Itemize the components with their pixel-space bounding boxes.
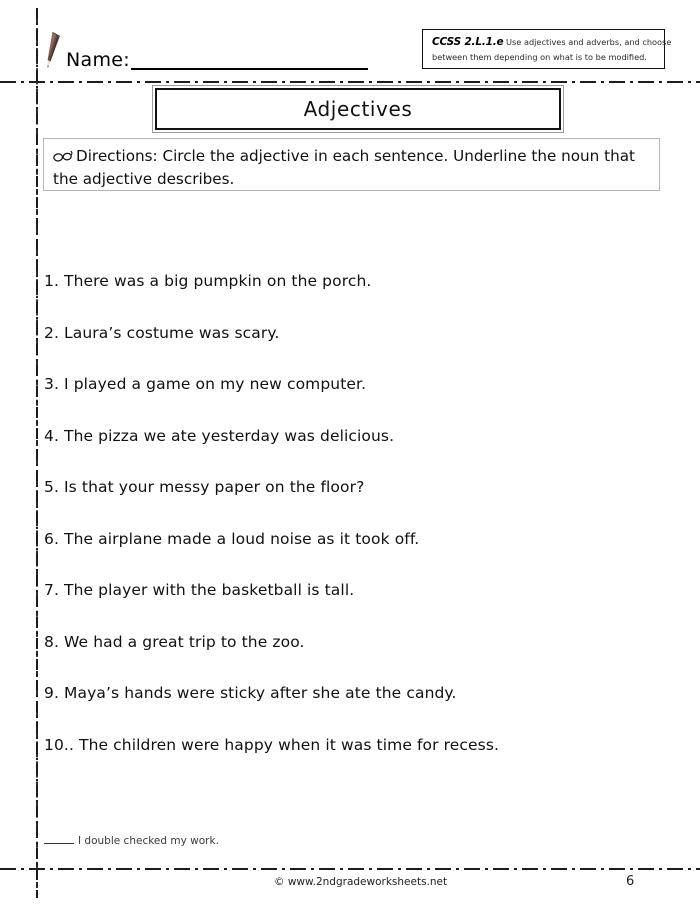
ccss-line-2: between them depending on what is to be modified.: [432, 52, 647, 62]
question-item-6[interactable]: 6. The airplane made a loud noise as it took off.: [44, 529, 420, 548]
directions-text-wrapper: [53, 145, 649, 191]
self-check-label: I double checked my work.: [78, 835, 219, 847]
name-input-blank[interactable]: [131, 51, 368, 70]
question-item-9[interactable]: 9. Maya’s hands were sticky after she ate the candy.: [44, 684, 457, 702]
question-list: [44, 272, 664, 787]
self-check-row: [44, 834, 219, 847]
ccss-code: CCSS 2.L.1.e: [432, 36, 504, 48]
eyeglasses-icon: [53, 146, 74, 158]
left-guide-line: [36, 8, 38, 898]
page-title: Adjectives: [303, 97, 413, 121]
ccss-line-1: [432, 35, 672, 50]
question-item-7[interactable]: 7. The player with the basketball is tall.: [44, 581, 355, 599]
name-row: [42, 28, 368, 70]
question-item-8[interactable]: 8. We had a great trip to the zoo.: [44, 632, 305, 651]
question-item-10[interactable]: 10.. The children were happy when it was time for recess.: [44, 735, 500, 754]
self-check-blank[interactable]: [44, 834, 74, 844]
question-item-3[interactable]: 3. I played a game on my new computer.: [44, 375, 367, 393]
footer-page-number: 6: [626, 874, 635, 889]
footer-copyright: © www.2ndgradeworksheets.net: [274, 876, 448, 888]
ccss-standard-box: [422, 29, 672, 69]
ccss-description-part-1: Use adjectives and adverbs, and choose: [503, 37, 672, 47]
bottom-guide-line: [0, 868, 700, 870]
directions-box: [43, 138, 660, 191]
directions-text: Directions: Circle the adjective in each sentence. Underline the noun that the adjective describes.: [53, 147, 635, 188]
top-guide-line: [0, 81, 700, 83]
name-label: Name:: [66, 49, 130, 71]
question-item-2[interactable]: 2. Laura’s costume was scary.: [44, 323, 280, 342]
worksheet-title-inner-frame: [155, 88, 561, 130]
question-item-4[interactable]: 4. The pizza we ate yesterday was delicious.: [44, 426, 395, 445]
pencil-icon: [42, 30, 64, 72]
question-item-5[interactable]: 5. Is that your messy paper on the floor?: [44, 478, 365, 496]
worksheet-title-box: [152, 85, 564, 133]
question-item-1[interactable]: 1. There was a big pumpkin on the porch.: [44, 272, 372, 290]
